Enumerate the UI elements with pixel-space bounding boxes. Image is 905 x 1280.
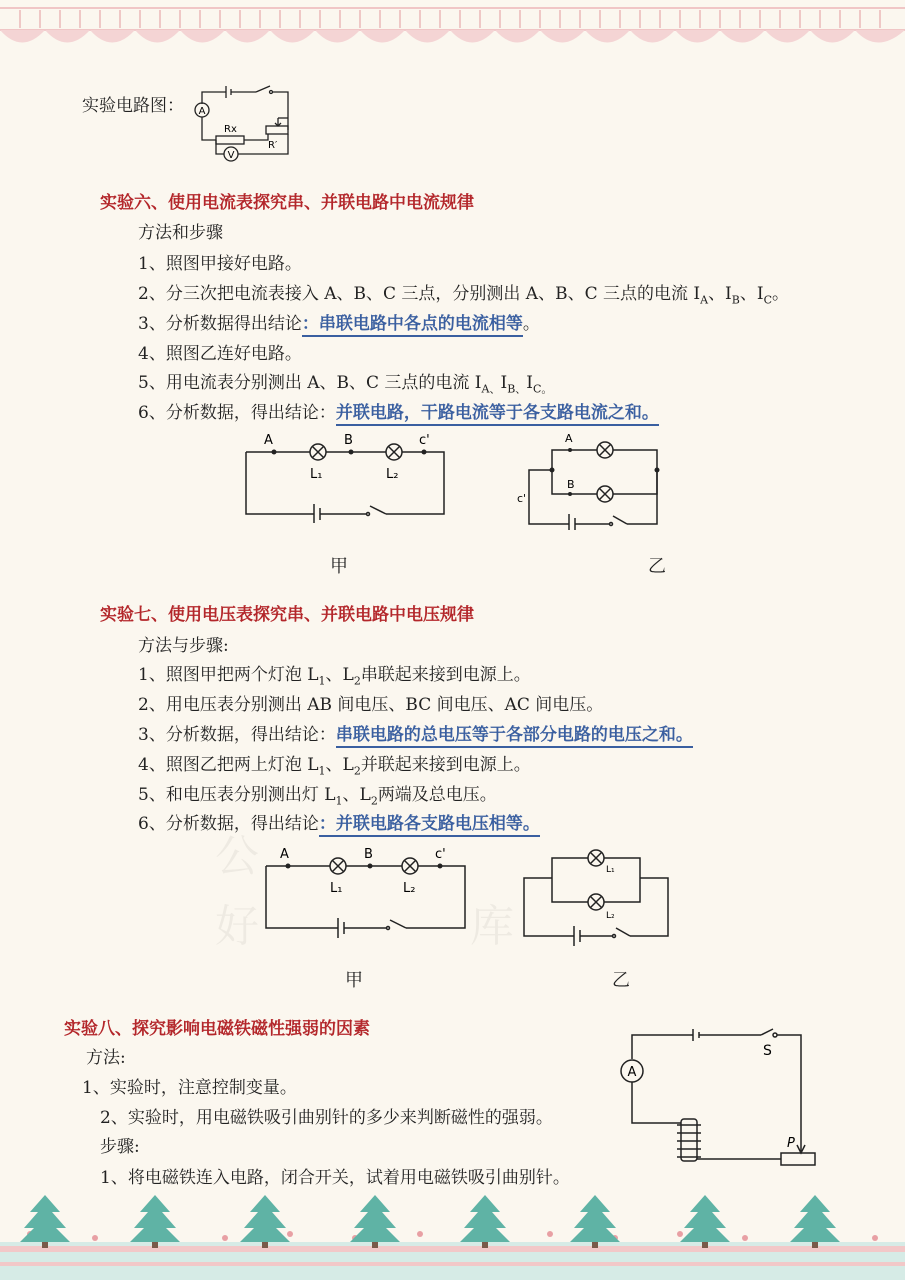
exp6-step-1: 1、照图甲接好电路。 <box>138 254 302 274</box>
caption-yi: 乙 <box>648 556 666 577</box>
exp6-step-4: 4、照图乙连好电路。 <box>138 344 302 364</box>
point-b-label: B <box>364 847 373 862</box>
exp6-method-label: 方法和步骤 <box>138 223 223 243</box>
exp8-method-label: 方法: <box>86 1048 126 1068</box>
point-c-label: c' <box>517 492 527 505</box>
exp7-step-1: 1、照图甲把两个灯泡 $L_1$、$L_2$串联起来接到电源上。 <box>138 665 531 688</box>
tree-icons <box>20 1195 840 1242</box>
exp8-electromagnet-circuit <box>615 1025 825 1175</box>
caption-yi: 乙 <box>612 970 630 991</box>
slider-p-label: P <box>787 1136 795 1151</box>
exp7-step-5: 5、和电压表分别测出灯 $L_1$、$L_2$两端及总电压。 <box>138 785 497 808</box>
exp7-conclusion-parallel: ：并联电路各支路电压相等。 <box>319 814 540 837</box>
point-b-label: B <box>344 433 353 448</box>
watermark-char: 公 <box>215 831 259 882</box>
exp6-series-circuit <box>238 428 453 523</box>
lamp-l1-label: L₁ <box>310 467 323 482</box>
exp8-method-1: 1、实验时，注意控制变量。 <box>82 1078 297 1098</box>
exp7-parallel-circuit <box>520 846 675 946</box>
exp7-step-4: 4、照图乙把两上灯泡 $L_1$、$L_2$并联起来接到电源上。 <box>138 755 531 778</box>
point-c-label: c' <box>435 847 446 862</box>
exp5-circuit-diagram <box>188 82 298 164</box>
lamp-l2-label: L₂ <box>403 881 416 896</box>
exp6-conclusion-series: ：串联电路中各点的电流相等 <box>302 314 523 337</box>
lamp-l2-label: L₂ <box>386 467 399 482</box>
point-a-label: A <box>264 433 273 448</box>
exp7-title: 实验七、使用电压表探究串、并联电路中电压规律 <box>100 605 474 625</box>
exp6-conclusion-parallel: 并联电路，干路电流等于各支路电流之和。 <box>336 403 659 426</box>
voltmeter-label: V <box>227 150 235 161</box>
point-a-label: A <box>565 432 573 445</box>
point-c-label: c' <box>419 433 430 448</box>
lamp-l2-label: L₂ <box>606 911 615 921</box>
rx-label: Rx <box>224 124 237 135</box>
circuit-diagram-label: 实验电路图： <box>82 96 184 116</box>
exp6-parallel-circuit <box>515 430 690 530</box>
bottom-decorative-border <box>0 1190 905 1280</box>
exp8-title: 实验八、探究影响电磁铁磁性强弱的因素 <box>64 1019 370 1039</box>
lamp-l1-label: L₁ <box>330 881 343 896</box>
exp8-method-2: 2、实验时，用电磁铁吸引曲别针的多少来判断磁性的强弱。 <box>100 1108 553 1128</box>
watermark-char: 库 <box>470 901 514 952</box>
exp7-method-label: 方法与步骤: <box>138 636 229 656</box>
ammeter-label: A <box>198 106 206 117</box>
point-b-label: B <box>567 478 575 491</box>
ammeter-label: A <box>627 1065 637 1080</box>
exp6-title: 实验六、使用电流表探究串、并联电路中电流规律 <box>100 193 474 213</box>
exp6-step-5: 5、用电流表分别测出 A、B、C 三点的电流 $I_{A、}I_{B、}I_{C。}$ <box>138 373 553 396</box>
caption-jia: 甲 <box>330 556 348 577</box>
top-decorative-border <box>0 0 905 62</box>
watermark-char: 好 <box>215 901 259 952</box>
exp6-step-2: 2、分三次把电流表接入 A、B、C 三点，分别测出 A、B、C 三点的电流 $I_A$、$I_B$、$I_C$。 <box>138 284 790 307</box>
exp7-step-6: 6、分析数据，得出结论：并联电路各支路电压相等。 <box>138 813 540 835</box>
exp8-step-1: 1、将电磁铁连入电路，闭合开关，试着用电磁铁吸引曲别针。 <box>100 1168 570 1188</box>
exp7-step-2: 2、用电压表分别测出 AB 间电压、BC 间电压、AC 间电压。 <box>138 695 604 715</box>
rprime-label: R′ <box>268 140 278 151</box>
caption-jia: 甲 <box>345 970 363 991</box>
exp7-conclusion-series: 串联电路的总电压等于各部分电路的电压之和。 <box>336 725 693 748</box>
exp8-steps-label: 步骤: <box>100 1137 140 1157</box>
lamp-l1-label: L₁ <box>606 865 615 875</box>
exp6-step-6: 6、分析数据，得出结论：并联电路，干路电流等于各支路电流之和。 <box>138 402 659 424</box>
exp6-step-3: 3、分析数据得出结论：串联电路中各点的电流相等。 <box>138 313 540 335</box>
exp7-series-circuit <box>258 840 473 940</box>
point-a-label: A <box>280 847 289 862</box>
switch-s-label: S <box>763 1043 772 1059</box>
exp7-step-3: 3、分析数据，得出结论：串联电路的总电压等于各部分电路的电压之和。 <box>138 724 693 746</box>
